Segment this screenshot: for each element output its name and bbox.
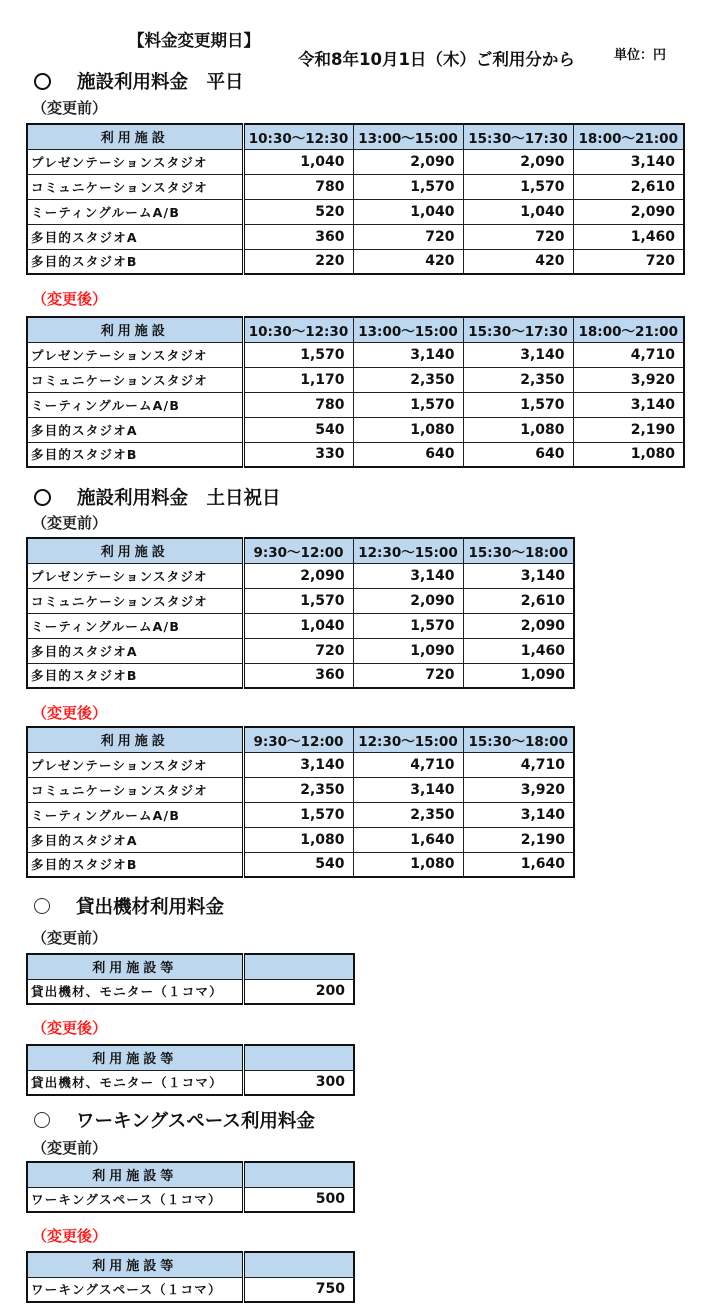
column-header-timeslot: 9:30～12:00 <box>243 538 353 563</box>
table-row <box>27 249 684 274</box>
thin-circle-icon <box>34 1112 50 1128</box>
section-title-weekend <box>32 484 281 510</box>
table-row <box>27 1277 354 1302</box>
fee-value: 520 <box>243 199 353 224</box>
fee-value: 540 <box>243 852 353 877</box>
after-label: （変更後） <box>32 704 108 722</box>
column-header-timeslot: 18:00～21:00 <box>573 124 684 149</box>
fee-value: 1,570 <box>353 174 463 199</box>
column-header-timeslot <box>243 954 354 979</box>
column-header-timeslot: 9:30～12:00 <box>243 727 353 752</box>
column-header-timeslot <box>243 1252 354 1277</box>
table-row <box>27 199 684 224</box>
table-header-row <box>27 1162 354 1187</box>
section-title-equipment <box>32 893 224 919</box>
thin-circle-icon <box>34 898 50 914</box>
facility-name: プレゼンテーションスタジオ <box>27 342 243 367</box>
fee-value: 2,350 <box>353 802 463 827</box>
column-header-timeslot: 12:30～15:00 <box>353 727 463 752</box>
fee-value: 200 <box>243 979 354 1004</box>
fee-value: 1,640 <box>353 827 463 852</box>
fee-value: 300 <box>243 1070 354 1095</box>
column-header-timeslot: 10:30～12:30 <box>243 124 353 149</box>
before-label: （変更前） <box>32 514 108 532</box>
column-header-timeslot: 10:30～12:30 <box>243 317 353 342</box>
table-row <box>27 442 684 467</box>
column-header-timeslot: 12:30～15:00 <box>353 538 463 563</box>
table-header-row <box>27 124 684 149</box>
fee-value: 1,080 <box>353 417 463 442</box>
table-row <box>27 852 574 877</box>
table-row <box>27 367 684 392</box>
column-header-timeslot: 15:30～17:30 <box>463 317 573 342</box>
section-title-workspace <box>32 1107 315 1133</box>
section-title-text: 施設利用料金 平日 <box>77 72 244 93</box>
column-header-facility: 利用施設等 <box>27 1162 243 1187</box>
facility-name: コミュニケーションスタジオ <box>27 367 243 392</box>
fee-value: 3,920 <box>573 367 684 392</box>
fee-value: 420 <box>353 249 463 274</box>
bold-circle-icon <box>34 489 51 506</box>
fee-value: 2,190 <box>573 417 684 442</box>
column-header-timeslot <box>243 1045 354 1070</box>
column-header-facility: 利用施設 <box>27 124 243 149</box>
before-label: （変更前） <box>32 929 108 947</box>
table-header-row <box>27 538 574 563</box>
column-header-timeslot: 15:30～18:00 <box>463 538 574 563</box>
facility-name: 多目的スタジオB <box>27 249 243 274</box>
facility-name: 貸出機材、モニター（１コマ） <box>27 1070 243 1095</box>
fee-value: 720 <box>353 224 463 249</box>
fee-value: 500 <box>243 1187 354 1212</box>
fee-value: 4,710 <box>573 342 684 367</box>
table-header-row <box>27 727 574 752</box>
fee-value: 1,570 <box>463 392 573 417</box>
section-title-text: 施設利用料金 土日祝日 <box>77 488 281 509</box>
table-header-row <box>27 1252 354 1277</box>
table-row <box>27 1187 354 1212</box>
column-header-timeslot: 13:00～15:00 <box>353 317 463 342</box>
column-header-timeslot <box>243 1162 354 1187</box>
facility-name: ミーティングルームA/B <box>27 613 243 638</box>
fee-value: 1,640 <box>463 852 574 877</box>
fee-value: 640 <box>463 442 573 467</box>
facility-name: ワーキングスペース（１コマ） <box>27 1277 243 1302</box>
weekend-before-table <box>26 537 575 689</box>
fee-value: 2,090 <box>353 588 463 613</box>
column-header-facility: 利用施設 <box>27 727 243 752</box>
facility-name: コミュニケーションスタジオ <box>27 777 243 802</box>
table-row <box>27 777 574 802</box>
fee-value: 3,920 <box>463 777 574 802</box>
fee-value: 4,710 <box>463 752 574 777</box>
column-header-facility: 利用施設 <box>27 538 243 563</box>
before-label: （変更前） <box>32 1139 108 1157</box>
table-row <box>27 752 574 777</box>
fee-value: 1,570 <box>353 613 463 638</box>
table-row <box>27 979 354 1004</box>
facility-name: 多目的スタジオA <box>27 417 243 442</box>
table-header-row <box>27 954 354 979</box>
fee-value: 1,570 <box>243 342 353 367</box>
table-header-row <box>27 1045 354 1070</box>
fee-value: 1,170 <box>243 367 353 392</box>
table-row <box>27 638 574 663</box>
fee-value: 2,350 <box>463 367 573 392</box>
fee-value: 1,570 <box>353 392 463 417</box>
table-row <box>27 588 574 613</box>
fee-value: 2,190 <box>463 827 574 852</box>
fee-value: 1,570 <box>243 588 353 613</box>
section-title-weekday <box>32 68 244 94</box>
fee-value: 220 <box>243 249 353 274</box>
fee-value: 720 <box>463 224 573 249</box>
facility-name: 多目的スタジオB <box>27 663 243 688</box>
facility-name: 多目的スタジオB <box>27 442 243 467</box>
facility-name: ワーキングスペース（１コマ） <box>27 1187 243 1212</box>
column-header-timeslot: 15:30～18:00 <box>463 727 574 752</box>
fee-value: 1,090 <box>353 638 463 663</box>
weekend-after-table <box>26 726 575 878</box>
weekday-after-table <box>26 316 685 468</box>
fee-value: 2,610 <box>463 588 574 613</box>
fee-value: 2,090 <box>463 149 573 174</box>
table-row <box>27 802 574 827</box>
fee-value: 1,460 <box>463 638 574 663</box>
after-label: （変更後） <box>32 290 108 308</box>
fee-value: 2,090 <box>573 199 684 224</box>
fee-value: 420 <box>463 249 573 274</box>
column-header-facility: 利用施設等 <box>27 954 243 979</box>
fee-value: 780 <box>243 392 353 417</box>
facility-name: 多目的スタジオB <box>27 852 243 877</box>
fee-value: 720 <box>243 638 353 663</box>
facility-name: ミーティングルームA/B <box>27 199 243 224</box>
fee-value: 1,460 <box>573 224 684 249</box>
fee-value: 2,090 <box>463 613 574 638</box>
column-header-facility: 利用施設等 <box>27 1045 243 1070</box>
fee-value: 3,140 <box>573 149 684 174</box>
fee-value: 1,080 <box>243 827 353 852</box>
table-row <box>27 417 684 442</box>
table-row <box>27 224 684 249</box>
before-label: （変更前） <box>32 99 108 117</box>
table-row <box>27 663 574 688</box>
fee-value: 3,140 <box>573 392 684 417</box>
after-label: （変更後） <box>32 1227 108 1245</box>
facility-name: プレゼンテーションスタジオ <box>27 149 243 174</box>
change-date-text: 令和8年10月1日（木）ご利用分から <box>298 50 575 69</box>
column-header-timeslot: 15:30～17:30 <box>463 124 573 149</box>
table-row <box>27 613 574 638</box>
fee-value: 3,140 <box>353 563 463 588</box>
table-row <box>27 342 684 367</box>
fee-value: 1,040 <box>243 613 353 638</box>
fee-value: 4,710 <box>353 752 463 777</box>
fee-value: 1,040 <box>353 199 463 224</box>
table-row <box>27 563 574 588</box>
facility-name: 多目的スタジオA <box>27 638 243 663</box>
facility-name: 多目的スタジオA <box>27 827 243 852</box>
weekday-before-table <box>26 123 685 275</box>
fee-value: 3,140 <box>463 563 574 588</box>
fee-value: 3,140 <box>353 342 463 367</box>
fee-value: 780 <box>243 174 353 199</box>
table-row <box>27 174 684 199</box>
fee-value: 1,570 <box>463 174 573 199</box>
facility-name: プレゼンテーションスタジオ <box>27 563 243 588</box>
fee-value: 1,040 <box>463 199 573 224</box>
table-row <box>27 392 684 417</box>
fee-value: 3,140 <box>463 342 573 367</box>
fee-value: 540 <box>243 417 353 442</box>
unit-label: 単位：円 <box>614 48 667 63</box>
fee-value: 1,080 <box>353 852 463 877</box>
facility-name: ミーティングルームA/B <box>27 802 243 827</box>
facility-name: コミュニケーションスタジオ <box>27 588 243 613</box>
facility-name: 貸出機材、モニター（１コマ） <box>27 979 243 1004</box>
fee-value: 1,080 <box>573 442 684 467</box>
fee-value: 3,140 <box>463 802 574 827</box>
fee-value: 2,090 <box>243 563 353 588</box>
fee-value: 2,090 <box>353 149 463 174</box>
fee-value: 2,350 <box>353 367 463 392</box>
fee-value: 1,570 <box>243 802 353 827</box>
fee-value: 720 <box>353 663 463 688</box>
facility-name: コミュニケーションスタジオ <box>27 174 243 199</box>
fee-value: 330 <box>243 442 353 467</box>
fee-value: 2,350 <box>243 777 353 802</box>
table-row <box>27 149 684 174</box>
fee-value: 2,610 <box>573 174 684 199</box>
after-label: （変更後） <box>32 1019 108 1037</box>
section-title-text: 貸出機材利用料金 <box>76 897 225 918</box>
fee-value: 750 <box>243 1277 354 1302</box>
table-row <box>27 827 574 852</box>
section-title-text: ワーキングスペース利用料金 <box>76 1111 315 1132</box>
change-date-label: 【料金変更期日】 <box>128 31 260 50</box>
column-header-timeslot: 18:00～21:00 <box>573 317 684 342</box>
facility-name: ミーティングルームA/B <box>27 392 243 417</box>
page-title <box>0 8 709 69</box>
equipment-before-table <box>26 953 355 1005</box>
column-header-facility: 利用施設等 <box>27 1252 243 1277</box>
fee-value: 720 <box>573 249 684 274</box>
fee-value: 1,040 <box>243 149 353 174</box>
equipment-after-table <box>26 1044 355 1096</box>
fee-value: 640 <box>353 442 463 467</box>
table-header-row <box>27 317 684 342</box>
column-header-timeslot: 13:00～15:00 <box>353 124 463 149</box>
table-row <box>27 1070 354 1095</box>
fee-value: 1,080 <box>463 417 573 442</box>
fee-value: 360 <box>243 663 353 688</box>
workspace-before-table <box>26 1161 355 1213</box>
fee-value: 3,140 <box>353 777 463 802</box>
fee-value: 1,090 <box>463 663 574 688</box>
fee-value: 360 <box>243 224 353 249</box>
facility-name: 多目的スタジオA <box>27 224 243 249</box>
facility-name: プレゼンテーションスタジオ <box>27 752 243 777</box>
column-header-facility: 利用施設 <box>27 317 243 342</box>
bold-circle-icon <box>34 73 51 90</box>
fee-value: 3,140 <box>243 752 353 777</box>
workspace-after-table <box>26 1251 355 1303</box>
